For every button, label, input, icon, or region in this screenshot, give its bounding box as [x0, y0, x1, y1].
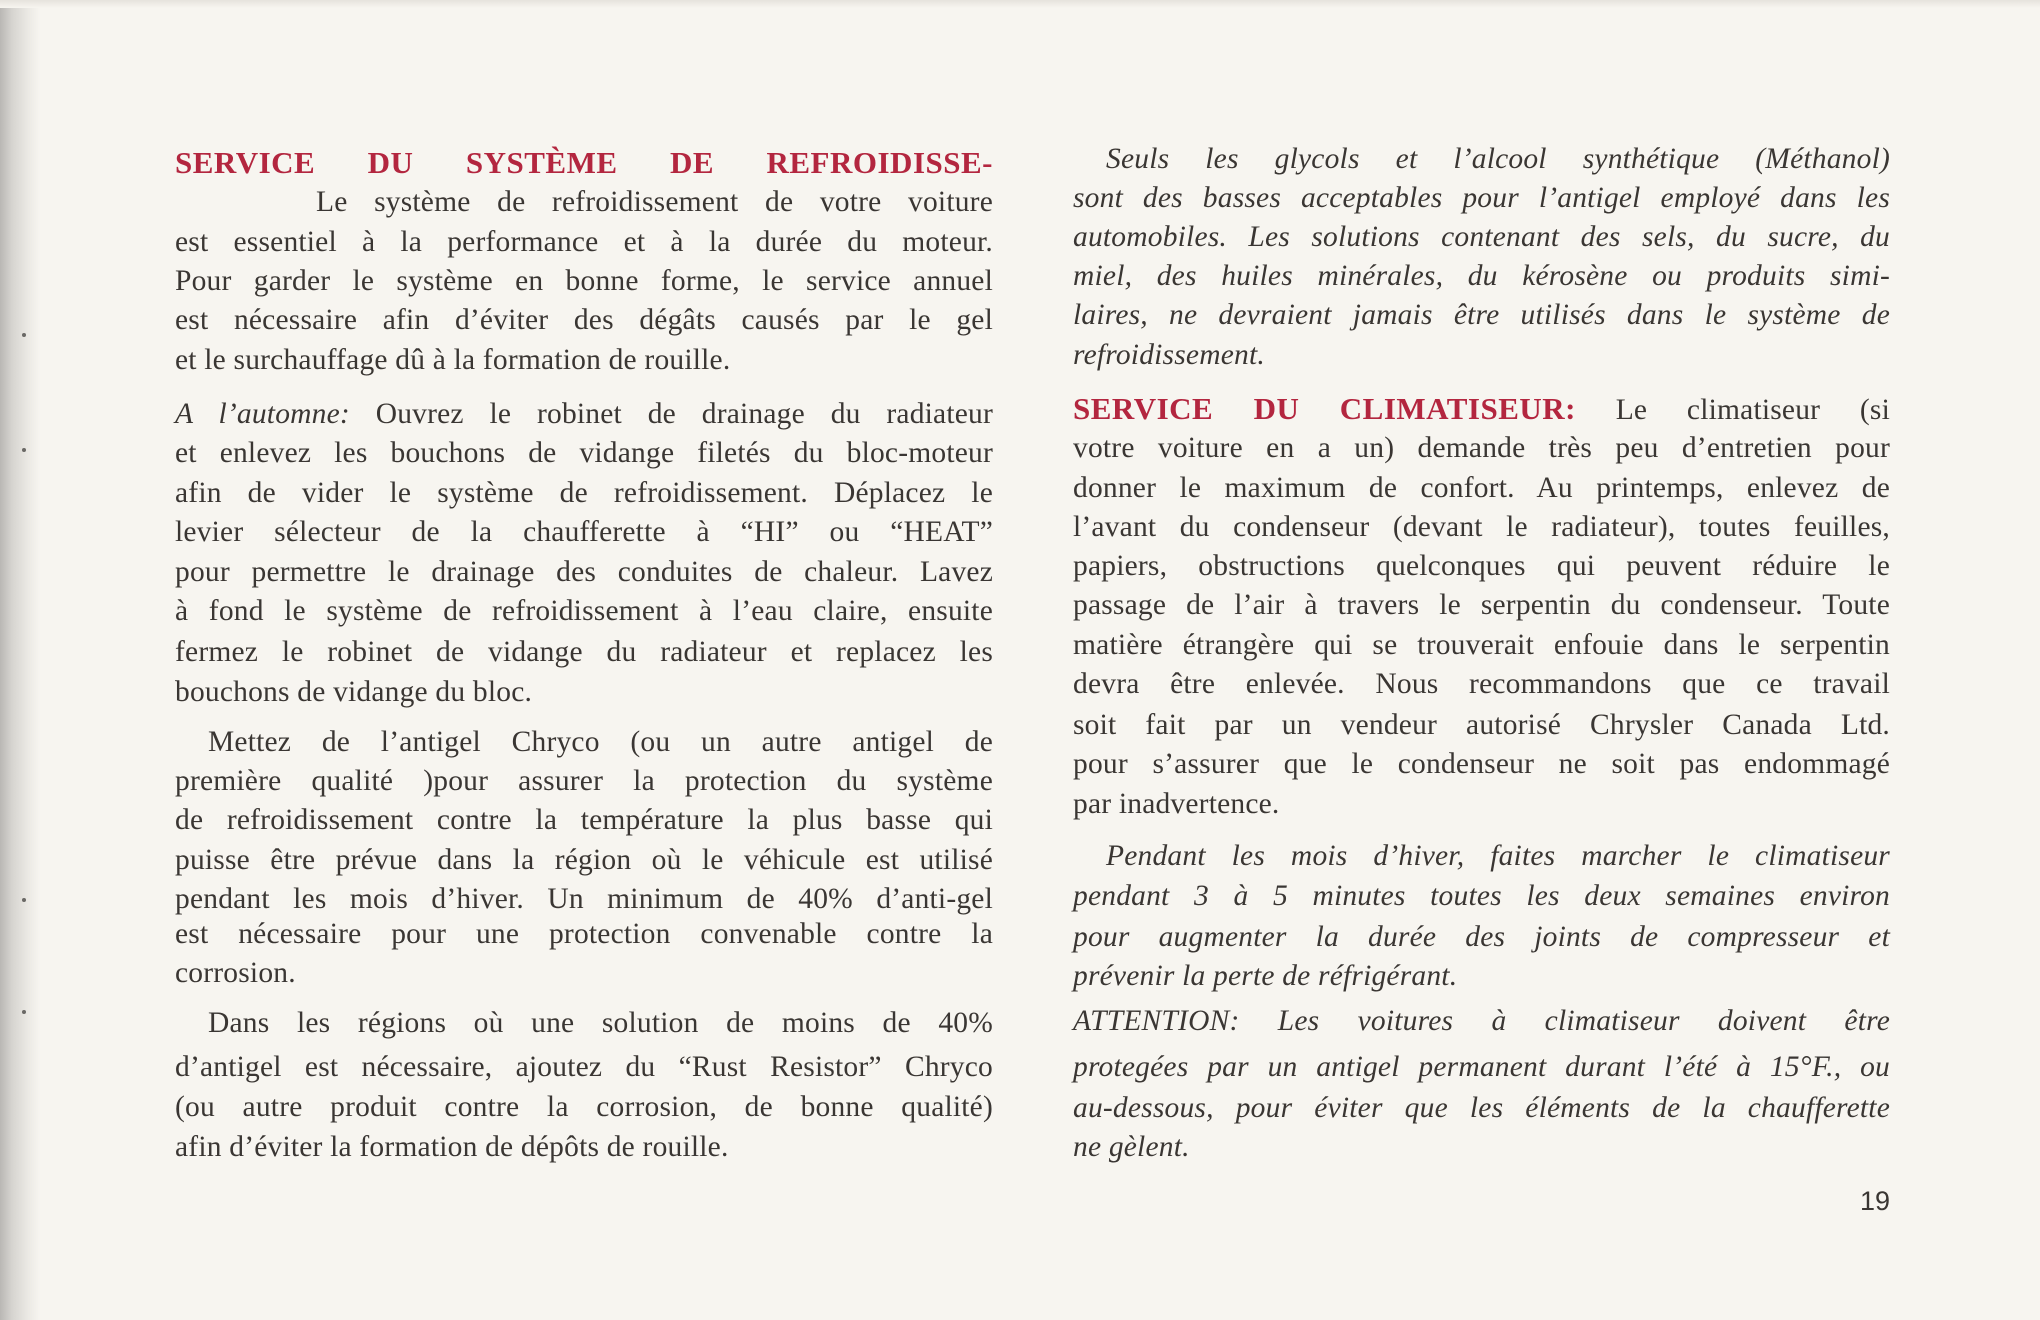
paragraph-line: au-dessous, pour éviter que les éléments de la chaufferette — [1073, 1092, 1890, 1125]
margin-mark — [22, 448, 26, 452]
paragraph-line: protegées par un antigel permanent durant l’été à 15°F., ou — [1073, 1050, 1890, 1083]
paragraph-line: est essentiel à la performance et à la durée du moteur. — [175, 225, 993, 258]
paragraph-line: Seuls les glycols et l’alcool synthétique (Méthanol) — [1106, 142, 1890, 175]
paragraph-line: bouchons de vidange du bloc. — [175, 676, 533, 709]
paragraph-line: pendant 3 à 5 minutes toutes les deux semaines environ — [1073, 880, 1890, 913]
paragraph-line: prévenir la perte de réfrigérant. — [1073, 959, 1458, 992]
paragraph-line: refroidissement. — [1073, 339, 1265, 372]
paragraph-line: pour permettre le drainage des conduites de chaleur. Lavez — [175, 556, 993, 589]
paragraph-line: laires, ne devraient jamais être utilisés dans le système de — [1073, 298, 1890, 331]
paragraph-line: est nécessaire afin d’éviter des dégâts causés par le gel — [175, 304, 993, 337]
paragraph-line: pour augmenter la durée des joints de compresseur et — [1073, 920, 1890, 953]
margin-mark — [22, 898, 26, 902]
paragraph-line: de refroidissement contre la température la plus basse qui — [175, 803, 993, 836]
paragraph-line: (ou autre produit contre la corrosion, de bonne qualité) — [175, 1091, 993, 1124]
margin-mark — [22, 333, 26, 337]
paragraph-line: d’antigel est nécessaire, ajoutez du “Rust Resistor” Chryco — [175, 1050, 993, 1083]
paragraph-text: Le climatiseur (si — [1576, 393, 1890, 426]
paragraph-line: pour s’assurer que le condenseur ne soit pas endommagé — [1073, 747, 1890, 780]
paragraph-line: puisse être prévue dans la région où le véhicule est utilisé — [175, 843, 993, 876]
page-top-shadow — [0, 0, 2040, 8]
paragraph-line: automobiles. Les solutions contenant des sels, du sucre, du — [1073, 220, 1890, 253]
paragraph-line: Dans les régions où une solution de moins de 40% — [208, 1006, 993, 1039]
paragraph-text: Ouvrez le robinet de drainage du radiateur — [349, 397, 994, 430]
paragraph-line: Pour garder le système en bonne forme, le service annuel — [175, 265, 993, 298]
paragraph-line: l’avant du condenseur (devant le radiateur), toutes feuilles, — [1073, 510, 1890, 543]
paragraph-line: Mettez de l’antigel Chryco (ou un autre antigel de — [208, 725, 993, 758]
paragraph-line: sont des basses acceptables pour l’antigel employé dans les — [1073, 181, 1890, 214]
paragraph-line: afin d’éviter la formation de dépôts de rouille. — [175, 1131, 729, 1164]
paragraph-line: donner le maximum de confort. Au printemps, enlevez de — [1073, 471, 1890, 504]
paragraph-line: Le système de refroidissement de votre voiture — [316, 185, 993, 218]
section-heading: SERVICE DU SYSTÈME DE REFROIDISSE- — [175, 144, 993, 180]
paragraph-line: par inadvertence. — [1073, 788, 1280, 821]
paragraph-line: devra être enlevée. Nous recommandons que ce travail — [1073, 668, 1890, 701]
paragraph-line: matière étrangère qui se trouverait enfouie dans le serpentin — [1073, 629, 1890, 662]
paragraph-line: première qualité )pour assurer la protection du système — [175, 764, 993, 797]
paragraph-line: miel, des huiles minérales, du kérosène ou produits simi- — [1073, 259, 1890, 292]
paragraph-line — [1073, 389, 1890, 429]
paragraph-line: corrosion. — [175, 957, 296, 990]
page-number: 19 — [1859, 1186, 1890, 1216]
paragraph-line: fermez le robinet de vidange du radiateur et replacez les — [175, 635, 993, 668]
paragraph-line: à fond le système de refroidissement à l’eau claire, ensuite — [175, 595, 993, 628]
paragraph-line: et le surchauffage dû à la formation de rouille. — [175, 344, 731, 377]
paragraph-line: papiers, obstructions quelconques qui peuvent réduire le — [1073, 549, 1890, 582]
margin-mark — [22, 1010, 26, 1014]
paragraph-line: ATTENTION: Les voitures à climatiseur doivent être — [1073, 1005, 1890, 1038]
paragraph-line: et enlevez les bouchons de vidange filetés du bloc-moteur — [175, 436, 993, 469]
paragraph-line: pendant les mois d’hiver. Un minimum de 40% d’anti-gel — [175, 882, 993, 915]
paragraph-line: Pendant les mois d’hiver, faites marcher le climatiseur — [1106, 840, 1890, 873]
paragraph-line: passage de l’air à travers le serpentin du condenseur. Toute — [1073, 588, 1890, 621]
paragraph-line: soit fait par un vendeur autorisé Chrysler Canada Ltd. — [1073, 708, 1890, 741]
paragraph-line: votre voiture en a un) demande très peu d’entretien pour — [1073, 431, 1890, 464]
paragraph-line: est nécessaire pour une protection convenable contre la — [175, 918, 993, 951]
paragraph-lead: A l’automne: — [175, 397, 350, 430]
paragraph-line — [175, 394, 993, 434]
paragraph-line: ne gèlent. — [1073, 1131, 1190, 1164]
page-binding-shadow — [0, 0, 40, 1320]
paragraph-line: levier sélecteur de la chaufferette à “HI” ou “HEAT” — [175, 516, 993, 549]
section-heading: SERVICE DU CLIMATISEUR: — [1073, 390, 1576, 426]
paragraph-line: afin de vider le système de refroidissement. Déplacez le — [175, 477, 993, 510]
